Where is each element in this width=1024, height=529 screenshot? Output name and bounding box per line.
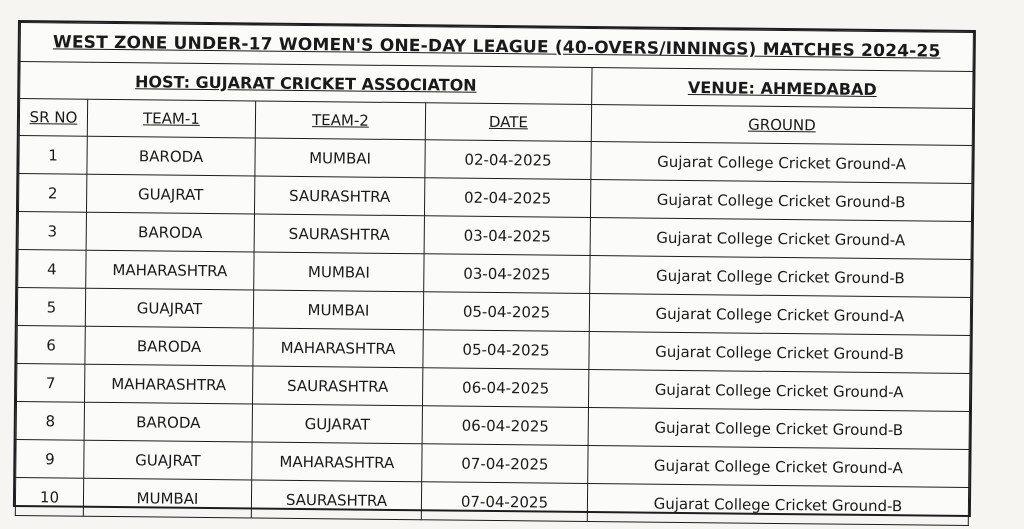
venue-label: VENUE: AHMEDABAD — [592, 68, 973, 109]
fixtures-table — [15, 22, 974, 526]
date-cell: 05-04-2025 — [423, 292, 589, 332]
ground-cell: Gujarat College Cricket Ground-B — [587, 483, 968, 525]
sr-no-cell: 3 — [18, 212, 86, 251]
team-2-cell: MAHARASHTRA — [253, 328, 423, 368]
fixtures-sheet — [13, 20, 976, 517]
sr-no-cell: 8 — [16, 402, 84, 441]
team-1-cell: MAHARASHTRA — [85, 364, 253, 404]
ground-cell: Gujarat College Cricket Ground-A — [589, 294, 970, 336]
ground-cell: Gujarat College Cricket Ground-A — [588, 369, 969, 411]
sr-no-cell: 5 — [17, 288, 85, 327]
sr-no-cell: 4 — [18, 250, 86, 289]
team-2-cell: MUMBAI — [253, 290, 423, 330]
team-1-cell: MAHARASHTRA — [86, 250, 254, 290]
sr-no-cell: 2 — [18, 174, 86, 213]
ground-cell: Gujarat College Cricket Ground-B — [588, 407, 969, 449]
date-cell: 05-04-2025 — [423, 330, 589, 370]
header-team-2: TEAM-2 — [255, 101, 425, 140]
team-1-cell: BARODA — [85, 326, 253, 366]
date-cell: 06-04-2025 — [422, 406, 588, 446]
header-sr-no: SR NO — [19, 99, 87, 137]
team-2-cell: SAURASHTRA — [251, 480, 421, 520]
date-cell: 02-04-2025 — [425, 140, 591, 180]
header-date: DATE — [425, 103, 591, 142]
ground-cell: Gujarat College Cricket Ground-A — [588, 445, 969, 487]
sr-no-cell: 7 — [17, 364, 85, 403]
host-label: HOST: GUJARAT CRICKET ASSOCIATON — [20, 62, 592, 105]
ground-cell: Gujarat College Cricket Ground-B — [590, 256, 971, 298]
team-1-cell: BARODA — [86, 212, 254, 252]
date-cell: 02-04-2025 — [424, 178, 590, 218]
team-1-cell: BARODA — [84, 402, 252, 442]
date-cell: 03-04-2025 — [424, 216, 590, 256]
team-2-cell: MAHARASHTRA — [252, 442, 422, 482]
team-2-cell: GUJARAT — [252, 404, 422, 444]
date-cell: 03-04-2025 — [424, 254, 590, 294]
ground-cell: Gujarat College Cricket Ground-A — [590, 218, 971, 260]
ground-cell: Gujarat College Cricket Ground-B — [589, 331, 970, 373]
team-1-cell: GUAJRAT — [86, 174, 254, 214]
sr-no-cell: 6 — [17, 326, 85, 365]
sr-no-cell: 10 — [15, 478, 83, 517]
team-2-cell: MUMBAI — [255, 138, 425, 178]
sr-no-cell: 1 — [19, 136, 87, 175]
team-1-cell: GUAJRAT — [85, 288, 253, 328]
team-1-cell: BARODA — [87, 136, 255, 176]
sr-no-cell: 9 — [16, 440, 84, 479]
date-cell: 07-04-2025 — [422, 444, 588, 484]
ground-cell: Gujarat College Cricket Ground-A — [591, 142, 972, 184]
ground-cell: Gujarat College Cricket Ground-B — [590, 180, 971, 222]
table-title: WEST ZONE UNDER-17 WOMEN'S ONE-DAY LEAGUE (40-OVERS/INNINGS) MATCHES 2024-25 — [20, 23, 973, 72]
header-team-1: TEAM-1 — [87, 99, 255, 138]
team-2-cell: SAURASHTRA — [254, 214, 424, 254]
date-cell: 06-04-2025 — [422, 368, 588, 408]
header-ground: GROUND — [591, 105, 972, 146]
team-1-cell: MUMBAI — [83, 478, 251, 518]
team-2-cell: MUMBAI — [254, 252, 424, 292]
team-2-cell: SAURASHTRA — [254, 176, 424, 216]
team-2-cell: SAURASHTRA — [252, 366, 422, 406]
team-1-cell: GUAJRAT — [84, 440, 252, 480]
date-cell: 07-04-2025 — [421, 482, 587, 522]
